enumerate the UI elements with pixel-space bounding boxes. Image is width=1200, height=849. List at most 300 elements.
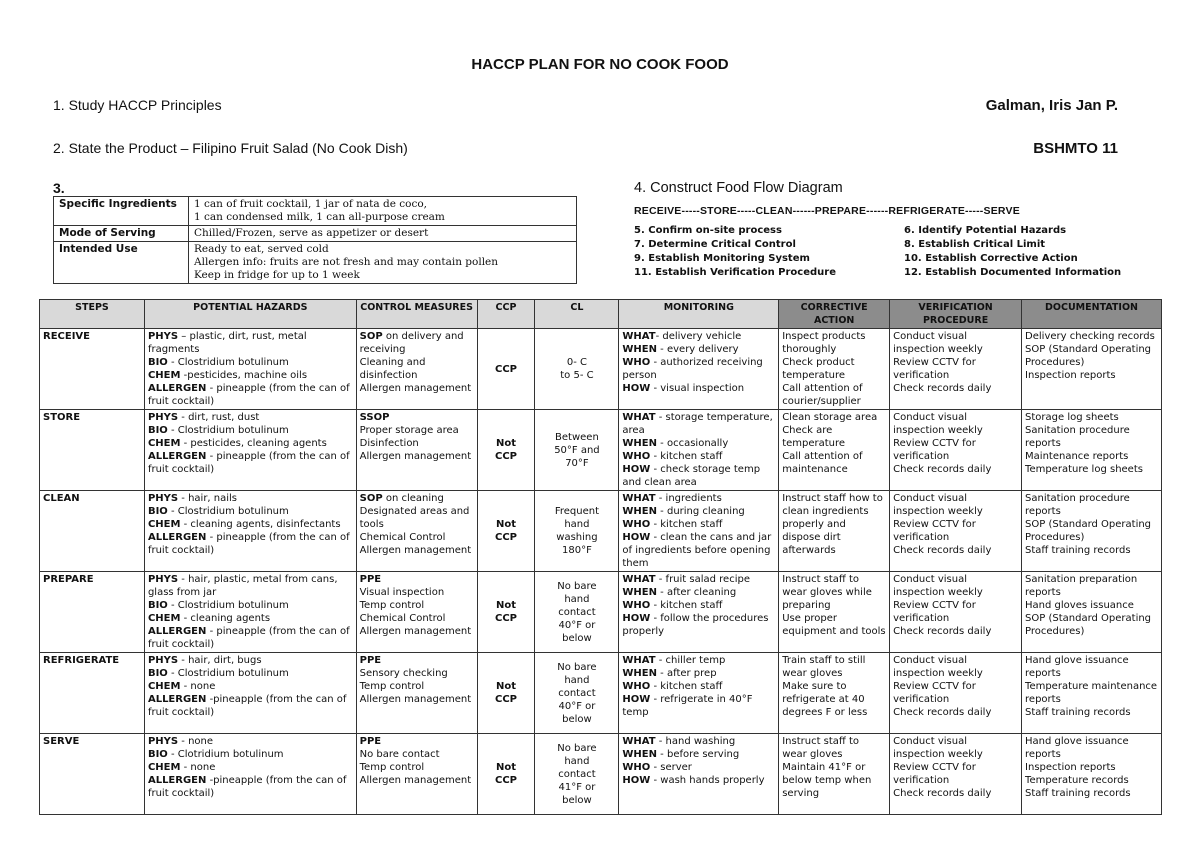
monitoring-label: WHEN (622, 749, 657, 760)
documentation-line: Temperature log sheets (1025, 464, 1143, 475)
critical-limit-cell (535, 734, 619, 815)
monitoring-cell (619, 410, 779, 491)
control-line (360, 505, 474, 531)
step-cell: STORE (40, 410, 145, 491)
spec-value-line: Keep in fridge for up to 1 week (194, 269, 360, 281)
item-3-heading: 3. (53, 180, 65, 196)
hazards-cell (144, 572, 356, 653)
column-header: CCP (477, 300, 535, 329)
control-label: SSOP (359, 412, 390, 423)
ccp-cell (477, 734, 535, 815)
control-cell (356, 329, 477, 410)
monitoring-line (622, 667, 775, 680)
critical-limit-line: contact (558, 687, 596, 699)
hazard-line (148, 693, 353, 719)
control-text: Visual inspection (359, 587, 445, 598)
control-line (360, 586, 474, 599)
hazard-label: ALLERGEN (147, 775, 207, 786)
hazard-label: CHEM (147, 438, 181, 449)
hazard-label: BIO (147, 749, 168, 760)
verification-line: Conduct visual inspection weekly (893, 736, 983, 760)
hazard-line (148, 667, 353, 680)
ccp-cell (477, 572, 535, 653)
critical-limit-line: No bare (557, 580, 597, 592)
hazard-label: PHYS (147, 331, 179, 342)
step-cell: REFRIGERATE (40, 653, 145, 734)
monitoring-text: - kitchen staff (650, 681, 723, 692)
control-text: No bare contact (359, 749, 440, 760)
monitoring-text: - server (650, 762, 692, 773)
verification-line: Check records daily (893, 626, 992, 637)
monitoring-label: WHAT (622, 412, 656, 423)
table-row (40, 653, 1162, 734)
monitoring-text: - check storage temp and clean area (622, 464, 761, 488)
ccp-line: CCP (494, 613, 517, 624)
monitoring-line (622, 761, 775, 774)
control-line (360, 424, 474, 437)
monitoring-text: - wash hands properly (650, 775, 765, 786)
hazards-cell (144, 410, 356, 491)
control-line (360, 667, 474, 680)
documentation-line: Temperature records (1025, 775, 1129, 786)
control-cell (356, 653, 477, 734)
ccp-line: CCP (494, 363, 517, 375)
step-cell: RECEIVE (40, 329, 145, 410)
critical-limit-line: 70°F (565, 457, 589, 469)
monitoring-line (622, 693, 775, 719)
verification-line: Review CCTV for verification (893, 762, 976, 786)
hazard-line (148, 424, 353, 437)
spec-value (189, 226, 577, 242)
hazard-line (148, 774, 353, 800)
hazard-text: - Clostridium botulinum (167, 425, 289, 436)
monitoring-line (622, 411, 775, 437)
hazard-line (148, 625, 353, 651)
spec-key: Specific Ingredients (54, 197, 189, 226)
monitoring-text: - every delivery (657, 344, 739, 355)
documentation-line: Sanitation preparation reports (1025, 574, 1138, 598)
table-row (40, 329, 1162, 410)
monitoring-line (622, 343, 775, 356)
hazard-label: BIO (147, 425, 168, 436)
monitoring-line (622, 450, 775, 463)
hazard-label: BIO (147, 506, 168, 517)
monitoring-cell (619, 572, 779, 653)
monitoring-label: WHEN (622, 668, 657, 679)
hazard-label: BIO (147, 668, 168, 679)
ccp-cell (477, 329, 535, 410)
control-line (360, 573, 474, 586)
verification-cell (890, 572, 1022, 653)
ccp-line: Not (495, 681, 517, 692)
control-line (360, 612, 474, 625)
control-cell (356, 572, 477, 653)
hazard-line (148, 680, 353, 693)
hazard-text: - pineapple (from the can of fruit cocktail) (147, 383, 350, 407)
control-text: Proper storage area (359, 425, 459, 436)
section-code: BSHMTO 11 (1033, 140, 1118, 157)
ccp-line: CCP (494, 694, 517, 705)
hazard-label: PHYS (147, 655, 179, 666)
control-cell (356, 491, 477, 572)
hazard-label: CHEM (147, 519, 181, 530)
monitoring-line (622, 382, 775, 395)
ccp-cell (477, 410, 535, 491)
control-text: Allergen management (359, 694, 472, 705)
control-line (360, 492, 474, 505)
documentation-line: Hand gloves issuance (1025, 600, 1134, 611)
hazard-text: - none (180, 681, 216, 692)
hazard-text: - hair, dirt, bugs (178, 655, 262, 666)
column-header: VERIFICATION PROCEDURE (890, 300, 1022, 329)
corrective-line: Check product temperature (782, 357, 855, 381)
documentation-cell (1022, 329, 1162, 410)
control-text: Sensory checking (359, 668, 448, 679)
verification-line: Conduct visual inspection weekly (893, 574, 983, 598)
monitoring-label: WHAT (622, 655, 656, 666)
monitoring-text: - kitchen staff (650, 519, 723, 530)
critical-limit-line: to 5- C (560, 370, 594, 381)
hazard-line (148, 531, 353, 557)
critical-limit-line: hand (564, 674, 590, 686)
ccp-line: Not (495, 600, 517, 611)
corrective-line: Maintain 41°F or below temp when serving (782, 762, 872, 799)
monitoring-cell (619, 734, 779, 815)
spec-key: Intended Use (54, 242, 189, 284)
monitoring-text: - occasionally (657, 438, 729, 449)
documentation-line: Inspection reports (1025, 370, 1116, 381)
corrective-line: Inspect products thoroughly (782, 331, 866, 355)
hazard-label: BIO (147, 357, 168, 368)
control-text: Allergen management (359, 383, 472, 394)
hazard-label: PHYS (147, 736, 179, 747)
corrective-action-cell (779, 491, 890, 572)
monitoring-label: WHO (622, 762, 651, 773)
monitoring-line (622, 774, 775, 787)
verification-line: Conduct visual inspection weekly (893, 493, 983, 517)
control-cell (356, 734, 477, 815)
hazard-text: -pesticides, machine oils (180, 370, 308, 381)
corrective-action-cell (779, 410, 890, 491)
monitoring-label: HOW (622, 532, 651, 543)
control-line (360, 654, 474, 667)
monitoring-text: - clean the cans and jar of ingredients before opening them (622, 532, 772, 569)
critical-limit-line: 180°F (562, 545, 592, 556)
food-flow-diagram: RECEIVE-----STORE-----CLEAN------PREPARE------REFRIGERATE-----SERVE (634, 205, 1020, 217)
monitoring-text: - during cleaning (657, 506, 745, 517)
monitoring-line (622, 505, 775, 518)
hazard-text: - pesticides, cleaning agents (180, 438, 327, 449)
hazard-line (148, 735, 353, 748)
spec-value-line: 1 can of fruit cocktail, 1 jar of nata de coco, (194, 198, 427, 210)
corrective-action-cell (779, 572, 890, 653)
spec-key: Mode of Serving (54, 226, 189, 242)
monitoring-label: WHEN (622, 344, 657, 355)
hazard-line (148, 505, 353, 518)
monitoring-line (622, 735, 775, 748)
control-label: PPE (359, 655, 382, 666)
critical-limit-line: contact (558, 768, 596, 780)
item-1-heading: 1. Study HACCP Principles (53, 97, 222, 113)
corrective-action-cell (779, 653, 890, 734)
table-row (40, 572, 1162, 653)
hazard-label: CHEM (147, 681, 181, 692)
critical-limit-cell (535, 329, 619, 410)
column-header: CL (535, 300, 619, 329)
ccp-line: CCP (494, 532, 517, 543)
column-header: POTENTIAL HAZARDS (144, 300, 356, 329)
documentation-line: Storage log sheets (1025, 412, 1119, 423)
verification-cell (890, 491, 1022, 572)
critical-limit-line: 0- C (566, 357, 587, 368)
haccp-principles-list (634, 224, 1154, 280)
documentation-cell (1022, 410, 1162, 491)
hazards-cell (144, 491, 356, 572)
monitoring-label: WHAT (622, 736, 656, 747)
hazards-cell (144, 734, 356, 815)
control-label: SOP (359, 331, 383, 342)
hazard-line (148, 761, 353, 774)
hazard-text: - Clostridium botulinum (167, 506, 289, 517)
monitoring-cell (619, 653, 779, 734)
hazard-line (148, 356, 353, 369)
monitoring-text: - follow the procedures properly (622, 613, 769, 637)
corrective-action-cell (779, 329, 890, 410)
control-text: on delivery and receiving (359, 331, 464, 355)
monitoring-label: WHEN (622, 506, 657, 517)
monitoring-text: - kitchen staff (650, 600, 723, 611)
documentation-line: Sanitation procedure reports (1025, 493, 1130, 517)
table-row (40, 410, 1162, 491)
hazard-line (148, 450, 353, 476)
control-line (360, 625, 474, 638)
control-line (360, 450, 474, 463)
hazards-cell (144, 653, 356, 734)
hazard-line (148, 518, 353, 531)
column-header: MONITORING (619, 300, 779, 329)
hazard-line (148, 748, 353, 761)
corrective-line: Use proper equipment and tools (782, 613, 886, 637)
monitoring-line (622, 463, 775, 489)
hazard-text: - cleaning agents, disinfectants (180, 519, 341, 530)
monitoring-text: - ingredients (655, 493, 722, 504)
verification-line: Review CCTV for verification (893, 600, 976, 624)
table-row (40, 491, 1162, 572)
critical-limit-line: below (562, 794, 592, 806)
control-text: Designated areas and tools (359, 506, 470, 530)
principle-item: 8. Establish Critical Limit (904, 239, 1046, 250)
control-line (360, 680, 474, 693)
documentation-line: Inspection reports (1025, 762, 1116, 773)
verification-cell (890, 734, 1022, 815)
control-label: SOP (359, 493, 383, 504)
hazard-line (148, 492, 353, 505)
spec-value-line: 1 can condensed milk, 1 can all-purpose cream (194, 211, 445, 223)
column-header: STEPS (40, 300, 145, 329)
corrective-line: Check are temperature (782, 425, 846, 449)
control-line (360, 382, 474, 395)
principle-item: 10. Establish Corrective Action (904, 253, 1078, 264)
critical-limit-line: washing (556, 532, 598, 543)
critical-limit-line: 40°F or (558, 619, 596, 631)
monitoring-text: - visual inspection (650, 383, 745, 394)
control-line (360, 693, 474, 706)
spec-row (54, 197, 577, 226)
control-line (360, 761, 474, 774)
hazard-text: - dirt, rust, dust (178, 412, 260, 423)
control-line (360, 330, 474, 356)
principle-item: 11. Establish Verification Procedure (634, 267, 837, 278)
documentation-cell (1022, 734, 1162, 815)
control-text: Allergen management (359, 451, 472, 462)
control-line (360, 356, 474, 382)
monitoring-line (622, 573, 775, 586)
monitoring-line (622, 492, 775, 505)
verification-line: Review CCTV for verification (893, 519, 976, 543)
verification-line: Review CCTV for verification (893, 681, 976, 705)
verification-cell (890, 410, 1022, 491)
monitoring-label: WHAT (622, 493, 656, 504)
step-cell: CLEAN (40, 491, 145, 572)
documentation-line: SOP (Standard Operating Procedures) (1025, 344, 1152, 368)
monitoring-text: - fruit salad recipe (655, 574, 750, 585)
monitoring-label: HOW (622, 613, 651, 624)
hazard-text: - Clostridium botulinum (167, 357, 289, 368)
hazard-label: CHEM (147, 613, 181, 624)
principle-item: 9. Establish Monitoring System (634, 253, 810, 264)
documentation-cell (1022, 491, 1162, 572)
hazard-text: - none (178, 736, 214, 747)
monitoring-label: WHAT (622, 331, 656, 342)
control-text: Allergen management (359, 626, 472, 637)
hazard-line (148, 573, 353, 599)
monitoring-line (622, 586, 775, 599)
hazard-label: PHYS (147, 412, 179, 423)
control-line (360, 437, 474, 450)
product-description-table (53, 196, 577, 284)
critical-limit-line: No bare (557, 742, 597, 754)
hazard-line (148, 369, 353, 382)
critical-limit-line: 50°F and (554, 444, 600, 456)
documentation-cell (1022, 572, 1162, 653)
monitoring-cell (619, 329, 779, 410)
monitoring-text: - authorized receiving person (622, 357, 763, 381)
hazard-line (148, 612, 353, 625)
monitoring-label: WHO (622, 519, 651, 530)
hazard-line (148, 330, 353, 356)
principle-item: 12. Establish Documented Information (904, 267, 1122, 278)
monitoring-text: - storage temperature, area (622, 412, 773, 436)
step-cell: SERVE (40, 734, 145, 815)
principle-item: 5. Confirm on-site process (634, 225, 782, 236)
monitoring-label: WHEN (622, 587, 657, 598)
hazard-line (148, 382, 353, 408)
haccp-plan-table (39, 299, 1162, 815)
monitoring-line (622, 654, 775, 667)
critical-limit-line: below (562, 713, 592, 725)
verification-line: Conduct visual inspection weekly (893, 331, 983, 355)
documentation-line: Staff training records (1025, 788, 1131, 799)
monitoring-line (622, 531, 775, 570)
item-4-heading: 4. Construct Food Flow Diagram (634, 180, 843, 196)
monitoring-label: HOW (622, 775, 651, 786)
hazard-line (148, 599, 353, 612)
monitoring-line (622, 612, 775, 638)
table-header-row (40, 300, 1162, 329)
documentation-line: Staff training records (1025, 707, 1131, 718)
verification-line: Check records daily (893, 788, 992, 799)
control-text: Disinfection (359, 438, 419, 449)
corrective-line: Call attention of maintenance (782, 451, 863, 475)
corrective-line: Train staff to still wear gloves (782, 655, 866, 679)
monitoring-line (622, 437, 775, 450)
hazard-label: ALLERGEN (147, 451, 207, 462)
critical-limit-cell (535, 410, 619, 491)
corrective-line: Instruct staff how to clean ingredients properly and dispose dirt afterwards (782, 493, 883, 556)
control-text: Temp control (359, 600, 425, 611)
hazard-line (148, 654, 353, 667)
corrective-line: Make sure to refrigerate at 40 degrees F or less (782, 681, 868, 718)
control-text: on cleaning (382, 493, 444, 504)
documentation-line: Hand glove issuance reports (1025, 655, 1129, 679)
control-line (360, 544, 474, 557)
control-text: Temp control (359, 681, 425, 692)
monitoring-label: WHAT (622, 574, 656, 585)
monitoring-text: - refrigerate in 40°F temp (622, 694, 753, 718)
monitoring-label: HOW (622, 383, 651, 394)
hazards-cell (144, 329, 356, 410)
control-label: PPE (359, 736, 382, 747)
control-line (360, 774, 474, 787)
critical-limit-cell (535, 653, 619, 734)
critical-limit-cell (535, 572, 619, 653)
monitoring-line (622, 599, 775, 612)
control-line (360, 411, 474, 424)
documentation-line: Temperature maintenance reports (1025, 681, 1158, 705)
monitoring-label: WHO (622, 357, 651, 368)
monitoring-text: - hand washing (655, 736, 736, 747)
corrective-line: Instruct staff to wear gloves while preparing (782, 574, 872, 611)
monitoring-cell (619, 491, 779, 572)
control-line (360, 599, 474, 612)
monitoring-label: WHO (622, 451, 651, 462)
hazard-text: - pineapple (from the can of fruit cocktail) (147, 626, 350, 650)
critical-limit-line: Frequent (554, 506, 600, 517)
documentation-line: Hand glove issuance reports (1025, 736, 1129, 760)
monitoring-line (622, 356, 775, 382)
hazard-label: PHYS (147, 493, 179, 504)
documentation-line: Maintenance reports (1025, 451, 1129, 462)
monitoring-label: HOW (622, 694, 651, 705)
hazard-label: BIO (147, 600, 168, 611)
spec-value-line: Allergen info: fruits are not fresh and may contain pollen (194, 256, 499, 268)
ccp-line: Not (495, 438, 517, 449)
control-cell (356, 410, 477, 491)
hazard-text: - hair, nails (178, 493, 238, 504)
ccp-line: CCP (494, 451, 517, 462)
control-line (360, 531, 474, 544)
verification-cell (890, 653, 1022, 734)
critical-limit-line: hand (564, 593, 590, 605)
hazard-text: - cleaning agents (180, 613, 271, 624)
documentation-line: SOP (Standard Operating Procedures) (1025, 613, 1152, 637)
hazard-text: - pineapple (from the can of fruit cocktail) (147, 532, 350, 556)
documentation-line: Delivery checking records (1025, 331, 1155, 342)
critical-limit-line: Between (555, 431, 599, 443)
verification-line: Check records daily (893, 545, 992, 556)
control-text: Temp control (359, 762, 425, 773)
monitoring-text: - after cleaning (657, 587, 737, 598)
